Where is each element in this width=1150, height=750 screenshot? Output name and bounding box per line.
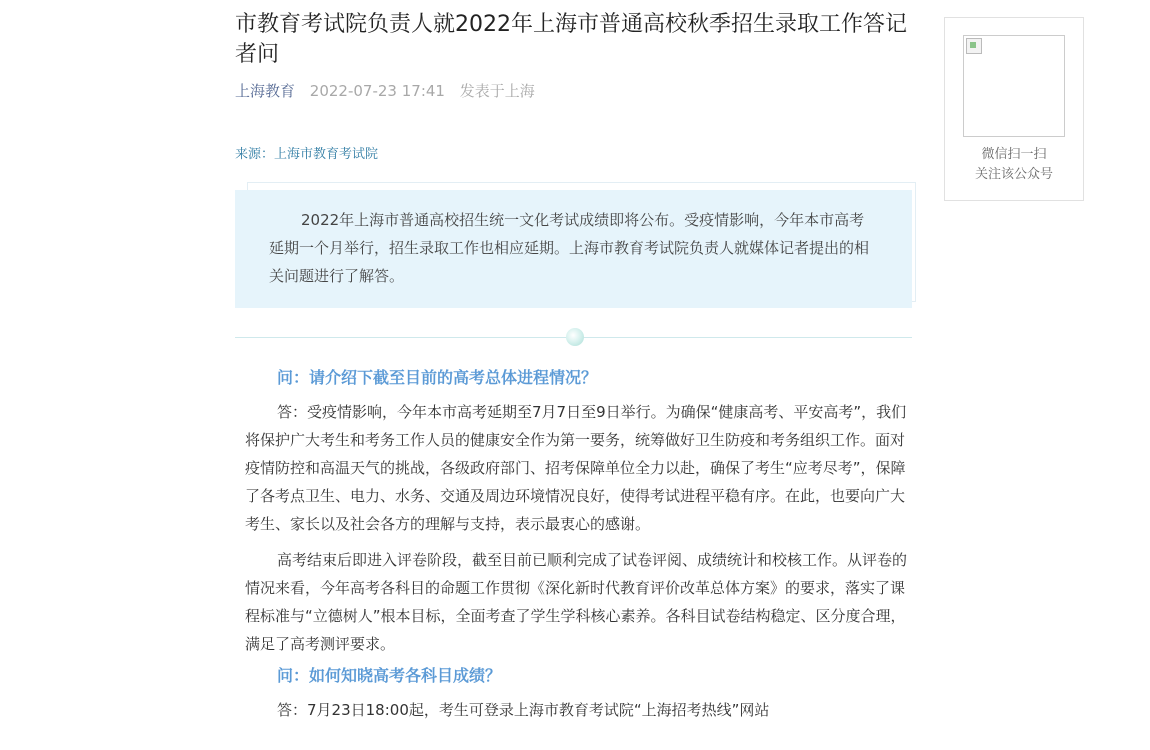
answer-paragraph: 答：受疫情影响，今年本市高考延期至7月7日至9日举行。为确保“健康高考、平安高考”，我们将保护广大考生和考务工作人员的健康安全作为第一要务，统筹做好卫生防疫和考务组织工作。面对疫情防控和高温天气的挑战，各级政府部门、招考保障单位全力以赴，确保了考生“应考尽考”，保障了各考点卫生、电力、水务、交通及周边环境情况良好，使得考试进程平稳有序。在此，也要向广大考生、家长以及社会各方的理解与支持，表示最衷心的感谢。 — [245, 403, 907, 533]
article-source: 来源：上海市教育考试院 — [235, 147, 379, 162]
intro-text: 2022年上海市普通高校招生统一文化考试成绩即将公布。受疫情影响，今年本市高考延期一个月举行，招生录取工作也相应延期。上海市教育考试院负责人就媒体记者提出的相关问题进行了解答。 — [235, 190, 912, 308]
account-name-link[interactable]: 上海教育 — [235, 82, 296, 100]
qr-code-panel — [944, 17, 1084, 201]
broken-image-icon — [966, 38, 982, 54]
qr-caption-line2: 关注该公众号 — [974, 167, 1053, 182]
publish-location: 发表于上海 — [459, 82, 535, 100]
qr-code-image — [963, 35, 1065, 137]
answer-paragraph: 高考结束后即进入评卷阶段，截至目前已顺利完成了试卷评阅、成绩统计和校核工作。从评卷的情况来看，今年高考各科目的命题工作贯彻《深化新时代教育评价改革总体方案》的要求，落实了课程标准与“立德树人”根本目标，全面考查了学生学科核心素养。各科目试卷结构稳定、区分度合理，满足了高考测评要求。 — [245, 551, 908, 653]
article-title: 市教育考试院负责人就2022年上海市普通高校秋季招生录取工作答记者问 — [235, 12, 907, 67]
intro-box — [235, 190, 912, 308]
qr-caption-line1: 微信扫一扫 — [981, 147, 1047, 162]
article-meta — [235, 80, 912, 101]
article — [235, 10, 912, 724]
question-heading: 问：请介绍下截至目前的高考总体进程情况？ — [277, 368, 598, 387]
answer-paragraph: 答：7月23日18:00起，考生可登录上海市教育考试院“上海招考热线”网站 — [277, 701, 770, 719]
divider-ornament-icon — [566, 328, 584, 346]
publish-date: 2022-07-23 17:41 — [309, 82, 445, 100]
question-heading: 问：如何知晓高考各科目成绩？ — [277, 666, 502, 685]
section-divider — [235, 328, 912, 346]
